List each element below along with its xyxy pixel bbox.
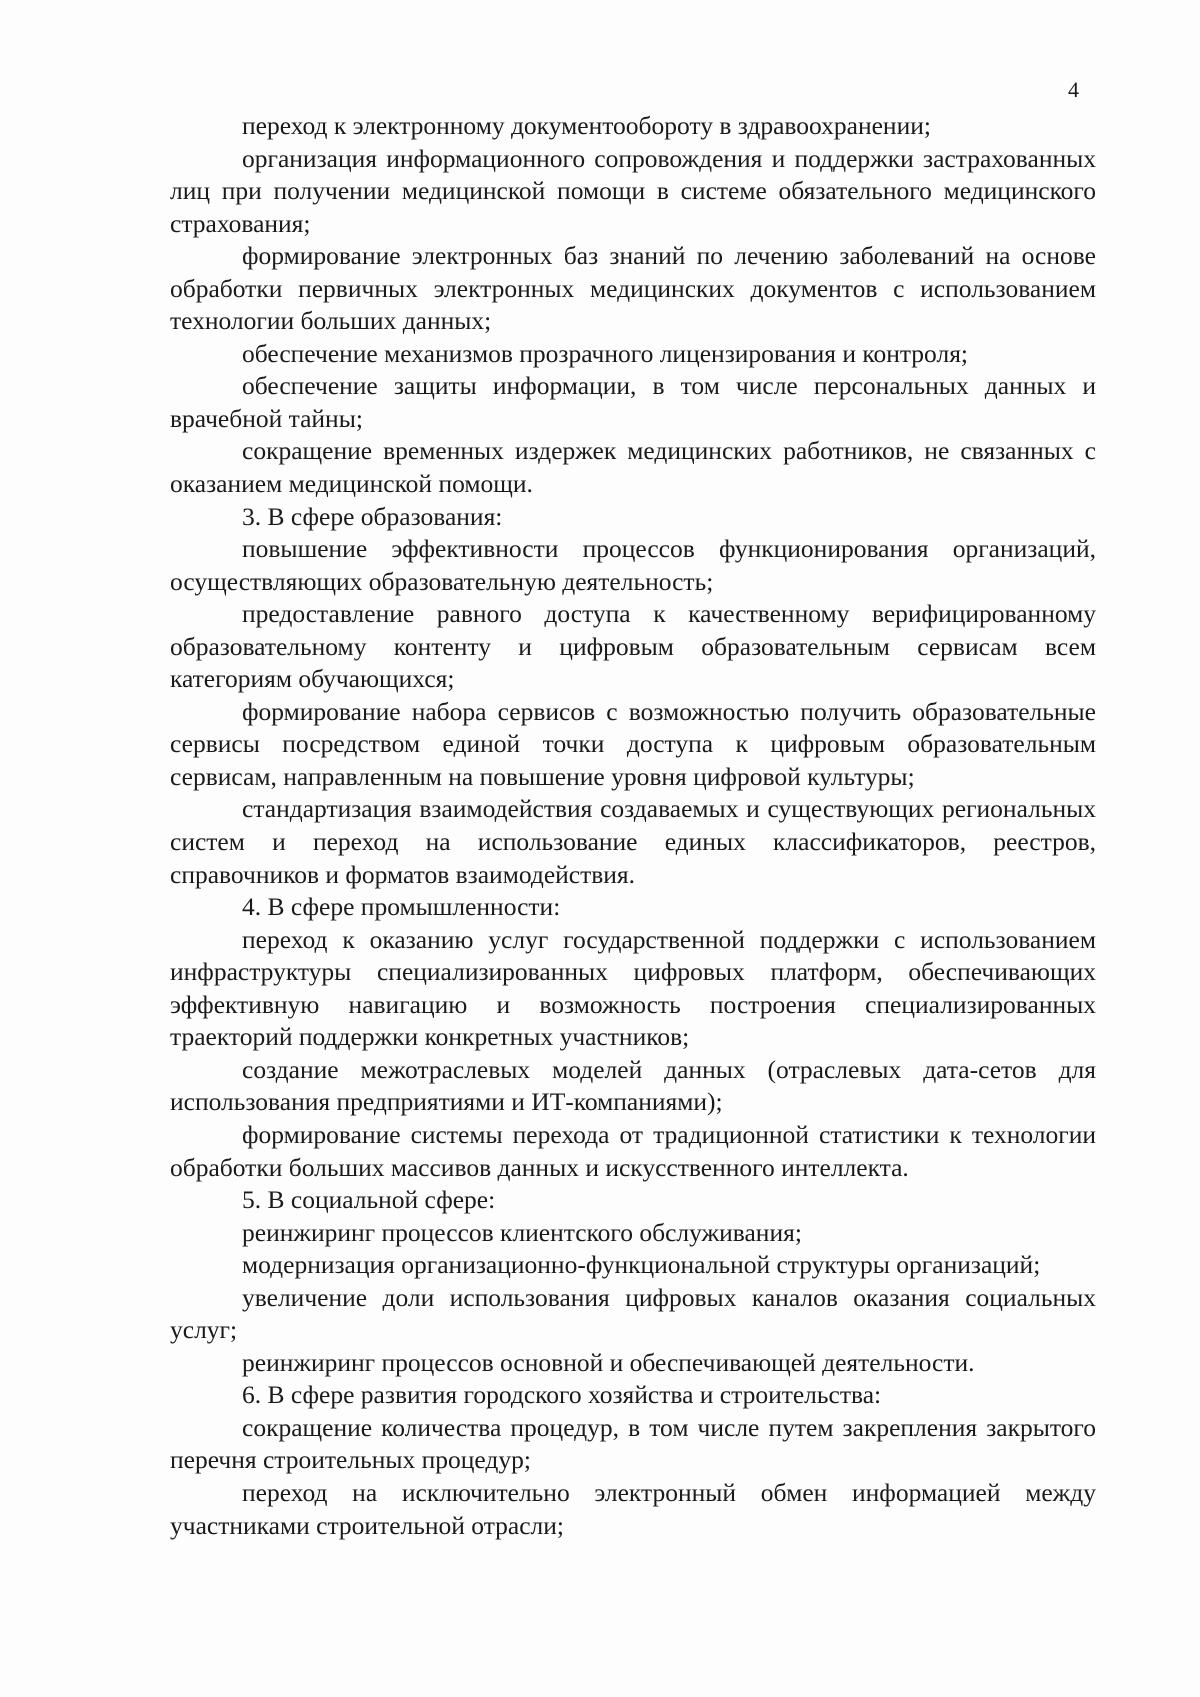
paragraph: обеспечение защиты информации, в том числе персональных данных и врачебной тайны; — [170, 371, 1096, 433]
page-number: 4 — [1068, 77, 1079, 102]
section-heading: 4. В сфере промышленности: — [242, 892, 561, 922]
paragraph: переход к оказанию услуг государственной поддержки с использованием инфраструктуры специализированных цифровых платформ, обеспечивающих эффективную навигацию и возможность построения специализированных траекторий поддержки конкретных участников; — [170, 924, 1096, 1052]
section-heading: 5. В социальной сфере: — [242, 1185, 496, 1215]
paragraph: увеличение доли использования цифровых каналов оказания социальных услуг; — [170, 1282, 1096, 1345]
paragraph: формирование системы перехода от традиционной статистики к технологии обработки больших массивов данных и искусственного интеллекта. — [170, 1119, 1096, 1182]
paragraph: предоставление равного доступа к качественному верифицированному образовательному контенту и цифровым образовательным сервисам всем категориям обучающихся; — [170, 599, 1096, 694]
paragraph: реинжиринг процессов основной и обеспечивающей деятельности. — [242, 1347, 975, 1377]
paragraph: сокращение количества процедур, в том числе путем закрепления закрытого перечня строительных процедур; — [170, 1412, 1096, 1475]
paragraph: формирование электронных баз знаний по лечению заболеваний на основе обработки первичных электронных медицинских документов с использованием технологии больших данных; — [170, 241, 1096, 336]
paragraph: создание межотраслевых моделей данных (отраслевых дата-сетов для использования предприятиями и ИТ-компаниями); — [170, 1054, 1096, 1117]
section-heading: 6. В сфере развития городского хозяйства и строительства: — [242, 1380, 882, 1410]
paragraph: модернизация организационно-функциональной структуры организаций; — [242, 1250, 1041, 1280]
document-body — [170, 110, 1096, 1542]
paragraph: переход к электронному документообороту в здравоохранении; — [242, 111, 931, 140]
paragraph: стандартизация взаимодействия создаваемых и существующих региональных систем и переход на использование единых классификаторов, реестров, справочников и форматов взаимодействия. — [170, 794, 1096, 889]
section-heading: 3. В сфере образования: — [242, 501, 503, 531]
paragraph: повышение эффективности процессов функционирования организаций, осуществляющих образовательную деятельность; — [170, 534, 1096, 596]
paragraph: обеспечение механизмов прозрачного лицензирования и контроля; — [242, 338, 969, 368]
paragraph: переход на исключительно электронный обмен информацией между участниками строительной отрасли; — [170, 1477, 1096, 1540]
paragraph: организация информационного сопровождения и поддержки застрахованных лиц при получении медицинской помощи в системе обязательного медицинского страхования; — [170, 143, 1096, 238]
paragraph: реинжиринг процессов клиентского обслуживания; — [242, 1217, 802, 1247]
paragraph: сокращение временных издержек медицинских работников, не связанных с оказанием медицинской помощи. — [170, 436, 1096, 499]
paragraph: формирование набора сервисов с возможностью получить образовательные сервисы посредством единой точки доступа к цифровым образовательным сервисам, направленным на повышение уровня цифровой культуры; — [170, 696, 1096, 791]
